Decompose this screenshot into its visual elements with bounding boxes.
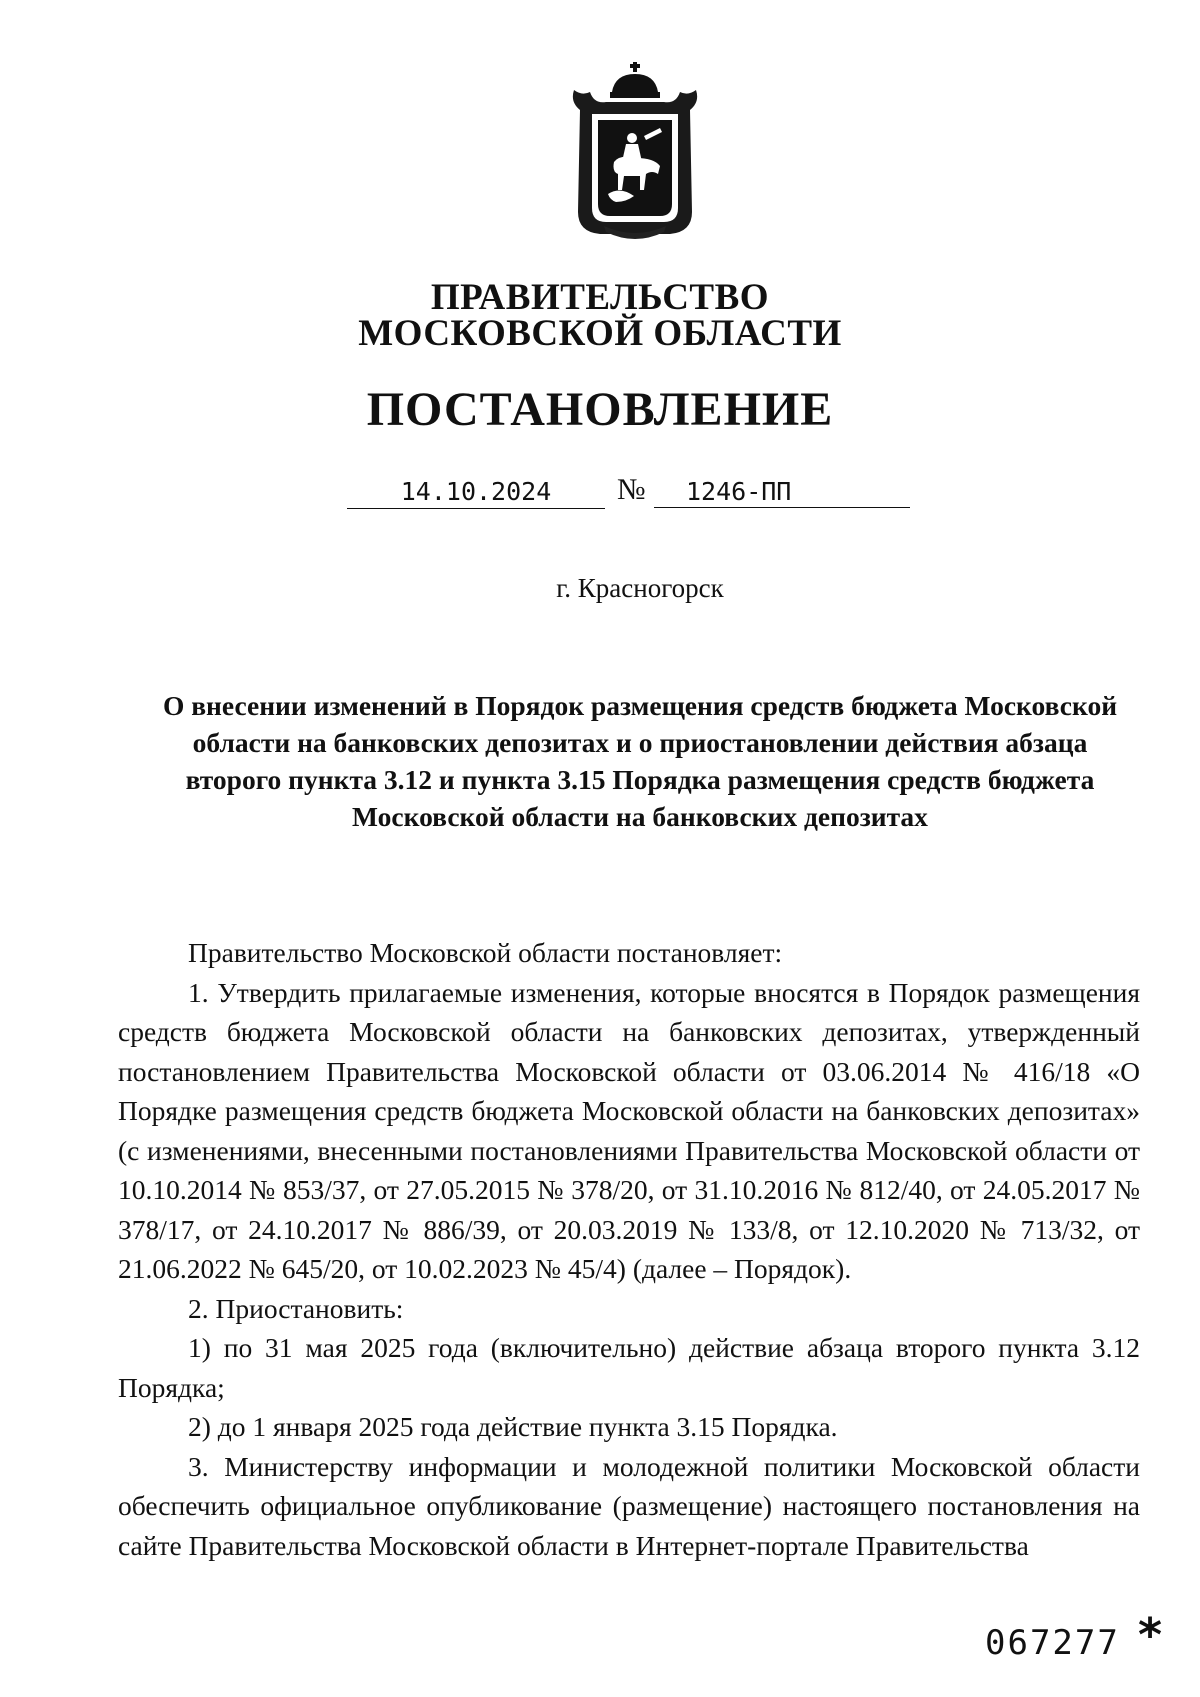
document-date: 14.10.2024: [347, 475, 605, 509]
document-number: 1246-ПП: [654, 475, 910, 508]
body-paragraph-preamble: Правительство Московской области постановляет:: [188, 937, 783, 968]
coat-of-arms-emblem: [560, 62, 710, 240]
serial-star-mark: *: [1138, 1608, 1163, 1662]
body-paragraph-subitem-2: 2) до 1 января 2025 года действие пункта 3.15 Порядка.: [188, 1411, 838, 1442]
document-body: [118, 933, 1140, 1565]
document-city: г. Красногорск: [556, 573, 724, 603]
organization-name-line2: МОСКОВСКОЙ ОБЛАСТИ: [358, 313, 842, 354]
body-paragraph-item-1: 1. Утвердить прилагаемые изменения, которые вносятся в Порядок размещения средств бюджета Московской области на банковских депозитах, утвержденный постановлением Правительства Московской области от 03.06.2014 № 416/18 «О Порядке размещения средств бюджета Московской области на банковских депозитах» (с изменениями, внесенными постановлениями Правительства Московской области от 10.10.2014 № 853/37, от 27.05.2015 № 378/20, от 31.10.2016 № 812/40, от 24.05.2017 № 378/17, от 24.10.2017 № 886/39, от 20.03.2019 № 133/8, от 12.10.2020 № 713/32, от 21.06.2022 № 645/20, от 10.02.2023 № 45/4) (далее – Порядок).: [118, 976, 1140, 1284]
number-sign: №: [617, 473, 646, 506]
body-paragraph-item-3: 3. Министерству информации и молодежной политики Московской области обеспечить официальное опубликование (размещение) настоящего постановления на сайте Правительства Московской области в Интернет-портале Правительства: [118, 1450, 1140, 1561]
form-serial-number: 067277: [985, 1623, 1120, 1663]
body-paragraph-subitem-1: 1) по 31 мая 2025 года (включительно) действие абзаца второго пункта 3.12 Порядка;: [118, 1332, 1140, 1403]
document-type-heading: ПОСТАНОВЛЕНИЕ: [366, 383, 834, 436]
document-title: О внесении изменений в Порядок размещения средств бюджета Московской области на банковских депозитах и о приостановлении действия абзаца второго пункта 3.12 и пункта 3.15 Порядка размещения средств бюджета Московской области на банковских депозитах: [162, 690, 1118, 832]
body-paragraph-item-2: 2. Приостановить:: [188, 1292, 404, 1324]
organization-name-line1: ПРАВИТЕЛЬСТВО: [430, 277, 770, 318]
